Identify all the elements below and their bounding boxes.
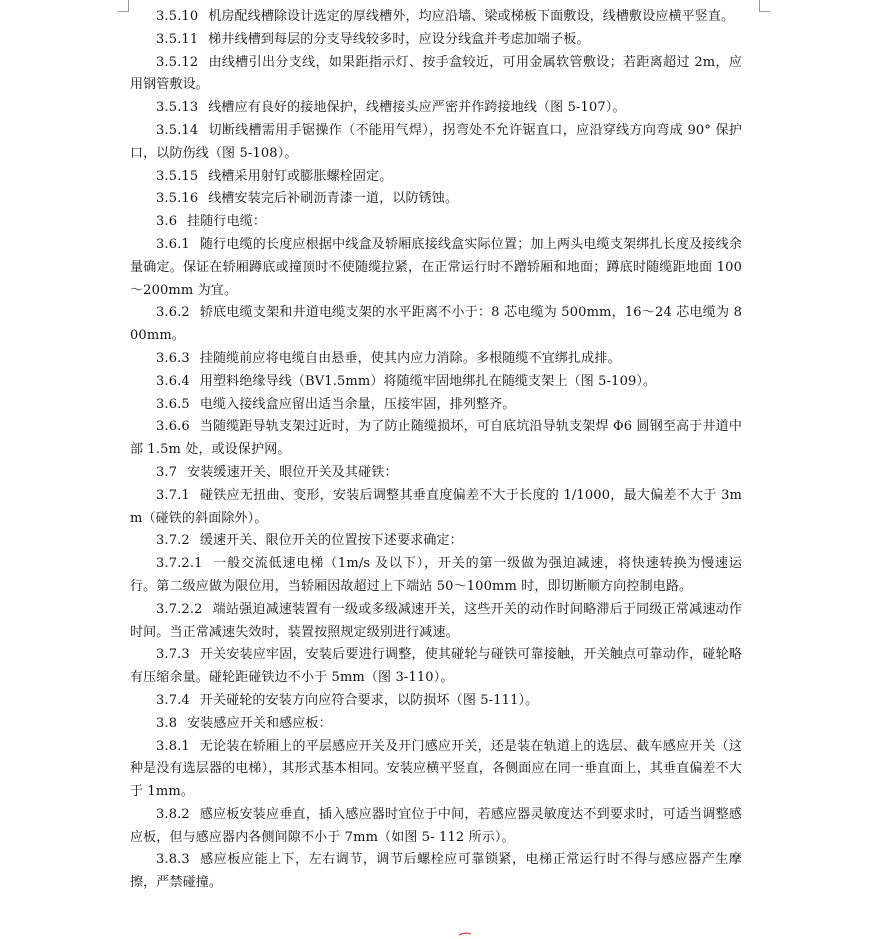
clause-3-5-11 xyxy=(130,29,742,52)
clause-number: 3.5.14 xyxy=(156,122,199,138)
section-3-6-heading xyxy=(130,211,742,234)
clause-text: 用塑料绝缘导线（BV1.5mm）将随缆牢固地绑扎在随缆支架上（图 5-109）。 xyxy=(199,373,657,389)
clause-3-7-3 xyxy=(130,644,742,690)
clause-3-6-1 xyxy=(130,234,742,302)
clause-3-6-4 xyxy=(130,371,742,394)
clause-number: 3.5.11 xyxy=(156,31,199,47)
section-3-7-heading xyxy=(130,462,742,485)
clause-text: 一般交流低速电梯（1m/s 及以下），开关的第一级做为强迫减速，将快速转换为慢速运行。第二级应做为限位用，当轿厢因故超过上下端站 50～100mm 时，即切断顺方向控制电路。 xyxy=(130,556,742,594)
clause-3-8-1 xyxy=(130,736,742,804)
clause-3-7-4 xyxy=(130,690,742,713)
clause-3-5-10 xyxy=(130,6,742,29)
clause-text: 无论装在轿厢上的平层感应开关及开门感应开关，还是装在轨道上的选层、截车感应开关（这种是没有选层器的电梯），其形式基本相同。安装应横平竖直，各侧面应在同一垂直面上，其垂直偏差不大于 1mm。 xyxy=(130,738,742,800)
clause-3-7-2-2 xyxy=(130,599,742,645)
section-title: 安装感应开关和感应板： xyxy=(187,715,332,731)
clause-text: 梯井线槽到每层的分支导线较多时，应设分线盒并考虑加端子板。 xyxy=(208,31,590,47)
clause-number: 3.5.13 xyxy=(156,100,199,116)
clause-number: 3.6.5 xyxy=(156,396,190,412)
clause-3-6-6 xyxy=(130,416,742,462)
clause-text: 电缆入接线盒应留出适当余量，压接牢固，排列整齐。 xyxy=(199,396,516,412)
clause-3-5-16 xyxy=(130,188,742,211)
clause-number: 3.8.3 xyxy=(156,852,190,868)
section-number: 3.8 xyxy=(156,715,178,731)
crop-tick-left xyxy=(118,11,128,12)
clause-3-7-1 xyxy=(130,485,742,531)
clause-text: 开关碰轮的安装方向应符合要求，以防损坏（图 5-111）。 xyxy=(199,692,539,708)
clause-text: 线槽应有良好的接地保护，线槽接头应严密并作跨接地线（图 5-107）。 xyxy=(208,100,626,116)
crop-mark-left xyxy=(128,0,129,12)
clause-3-6-3 xyxy=(130,348,742,371)
clause-text: 端站强迫减速装置有一级或多级减速开关，这些开关的动作时间略滞后于同级正常减速动作时间。当正常减速失效时，装置按照规定级别进行减速。 xyxy=(130,601,742,640)
clause-text: 线槽采用射钉或膨胀螺栓固定。 xyxy=(208,168,393,184)
clause-text: 由线槽引出分支线，如果距指示灯、按手盒较近，可用金属软管敷设；若距离超过 2m，应用钢管敷设。 xyxy=(130,54,742,93)
clause-number: 3.7.2.2 xyxy=(156,601,203,617)
clause-number: 3.7.2.1 xyxy=(156,556,203,572)
section-title: 挂随行电缆： xyxy=(187,214,267,230)
clause-text: 感应板应能上下，左右调节，调节后螺栓应可靠锁紧，电梯正常运行时不得与感应器产生摩擦，严禁碰撞。 xyxy=(130,852,742,891)
clause-3-5-15 xyxy=(130,166,742,189)
clause-number: 3.5.12 xyxy=(156,54,199,70)
clause-text: 机房配线槽除设计选定的厚线槽外，均应沿墙、梁或梯板下面敷设，线槽敷设应横平竖直。 xyxy=(208,9,735,24)
clause-text: 缓速开关、限位开关的位置按下述要求确定： xyxy=(199,533,463,549)
clause-text: 挂随缆前应将电缆自由悬垂，使其内应力消除。多根随缆不宜绑扎成排。 xyxy=(199,350,621,366)
clause-number: 3.7.3 xyxy=(156,647,190,663)
crop-tick-right xyxy=(760,11,770,12)
clause-number: 3.5.10 xyxy=(156,9,199,24)
clause-number: 3.5.15 xyxy=(156,168,199,184)
clause-number: 3.7.4 xyxy=(156,692,190,708)
clause-number: 3.8.2 xyxy=(156,806,190,822)
clause-text: 感应板安装应垂直，插入感应器时宜位于中间，若感应器灵敏度达不到要求时，可适当调整感应板，但与感应器内各侧间隙不小于 7mm（如图 5- 112 所示）。 xyxy=(130,806,742,845)
clause-text: 当随缆距导轨支架过近时，为了防止随缆损坏，可自底坑沿导轨支架焊 Φ6 圆钢至高于井道中部 1.5m 处，或设保护网。 xyxy=(130,419,742,458)
document-body xyxy=(130,6,742,895)
section-title: 安装缓速开关、眼位开关及其碰铁： xyxy=(187,464,398,480)
clause-3-8-3 xyxy=(130,849,742,895)
clause-3-5-13 xyxy=(130,97,742,120)
clause-3-5-14 xyxy=(130,120,742,166)
clause-3-6-2 xyxy=(130,302,742,348)
clause-3-8-2 xyxy=(130,804,742,850)
clause-3-7-2-1 xyxy=(130,553,742,599)
clause-3-5-12 xyxy=(130,52,742,98)
clause-number: 3.7.1 xyxy=(156,487,190,503)
clause-text: 轿底电缆支架和井道电缆支架的水平距离不小于：8 芯电缆为 500mm，16～24 芯电缆为 800mm。 xyxy=(130,305,742,344)
clause-3-7-2 xyxy=(130,530,742,553)
clause-text: 碰铁应无扭曲、变形，安装后调整其垂直度偏差不大于长度的 1/1000，最大偏差不大于 3mm（碰铁的斜面除外）。 xyxy=(130,487,742,526)
red-mark-icon xyxy=(458,932,472,936)
section-3-8-heading xyxy=(130,713,742,736)
clause-number: 3.5.16 xyxy=(156,191,199,207)
section-number: 3.7 xyxy=(156,464,178,480)
clause-number: 3.6.4 xyxy=(156,373,190,389)
clause-number: 3.6.6 xyxy=(156,419,190,435)
clause-text: 开关安装应牢固，安装后要进行调整，使其碰轮与碰铁可靠接触，开关触点可靠动作，碰轮略有压缩余量。碰轮距碰铁边不小于 5mm（图 3-110）。 xyxy=(130,647,742,686)
clause-3-6-5 xyxy=(130,394,742,417)
clause-number: 3.6.1 xyxy=(156,236,190,252)
clause-text: 线槽安装完后补刷沥青漆一道，以防锈蚀。 xyxy=(208,191,459,207)
clause-number: 3.7.2 xyxy=(156,533,190,549)
section-number: 3.6 xyxy=(156,214,178,230)
clause-number: 3.8.1 xyxy=(156,738,190,754)
clause-text: 随行电缆的长度应根据中线盒及轿厢底接线盒实际位置；加上两头电缆支架绑扎长度及接线余量确定。保证在轿厢蹲底或撞顶时不使随缆拉紧，在正常运行时不蹭轿厢和地面；蹲底时随缆距地面 100～200mm 为宜。 xyxy=(130,236,742,298)
clause-number: 3.6.2 xyxy=(156,305,190,321)
clause-text: 切断线槽需用手锯操作（不能用气焊），拐弯处不允许锯直口，应沿穿线方向弯成 90° 保护口，以防伤线（图 5-108）。 xyxy=(130,122,742,161)
clause-number: 3.6.3 xyxy=(156,350,190,366)
